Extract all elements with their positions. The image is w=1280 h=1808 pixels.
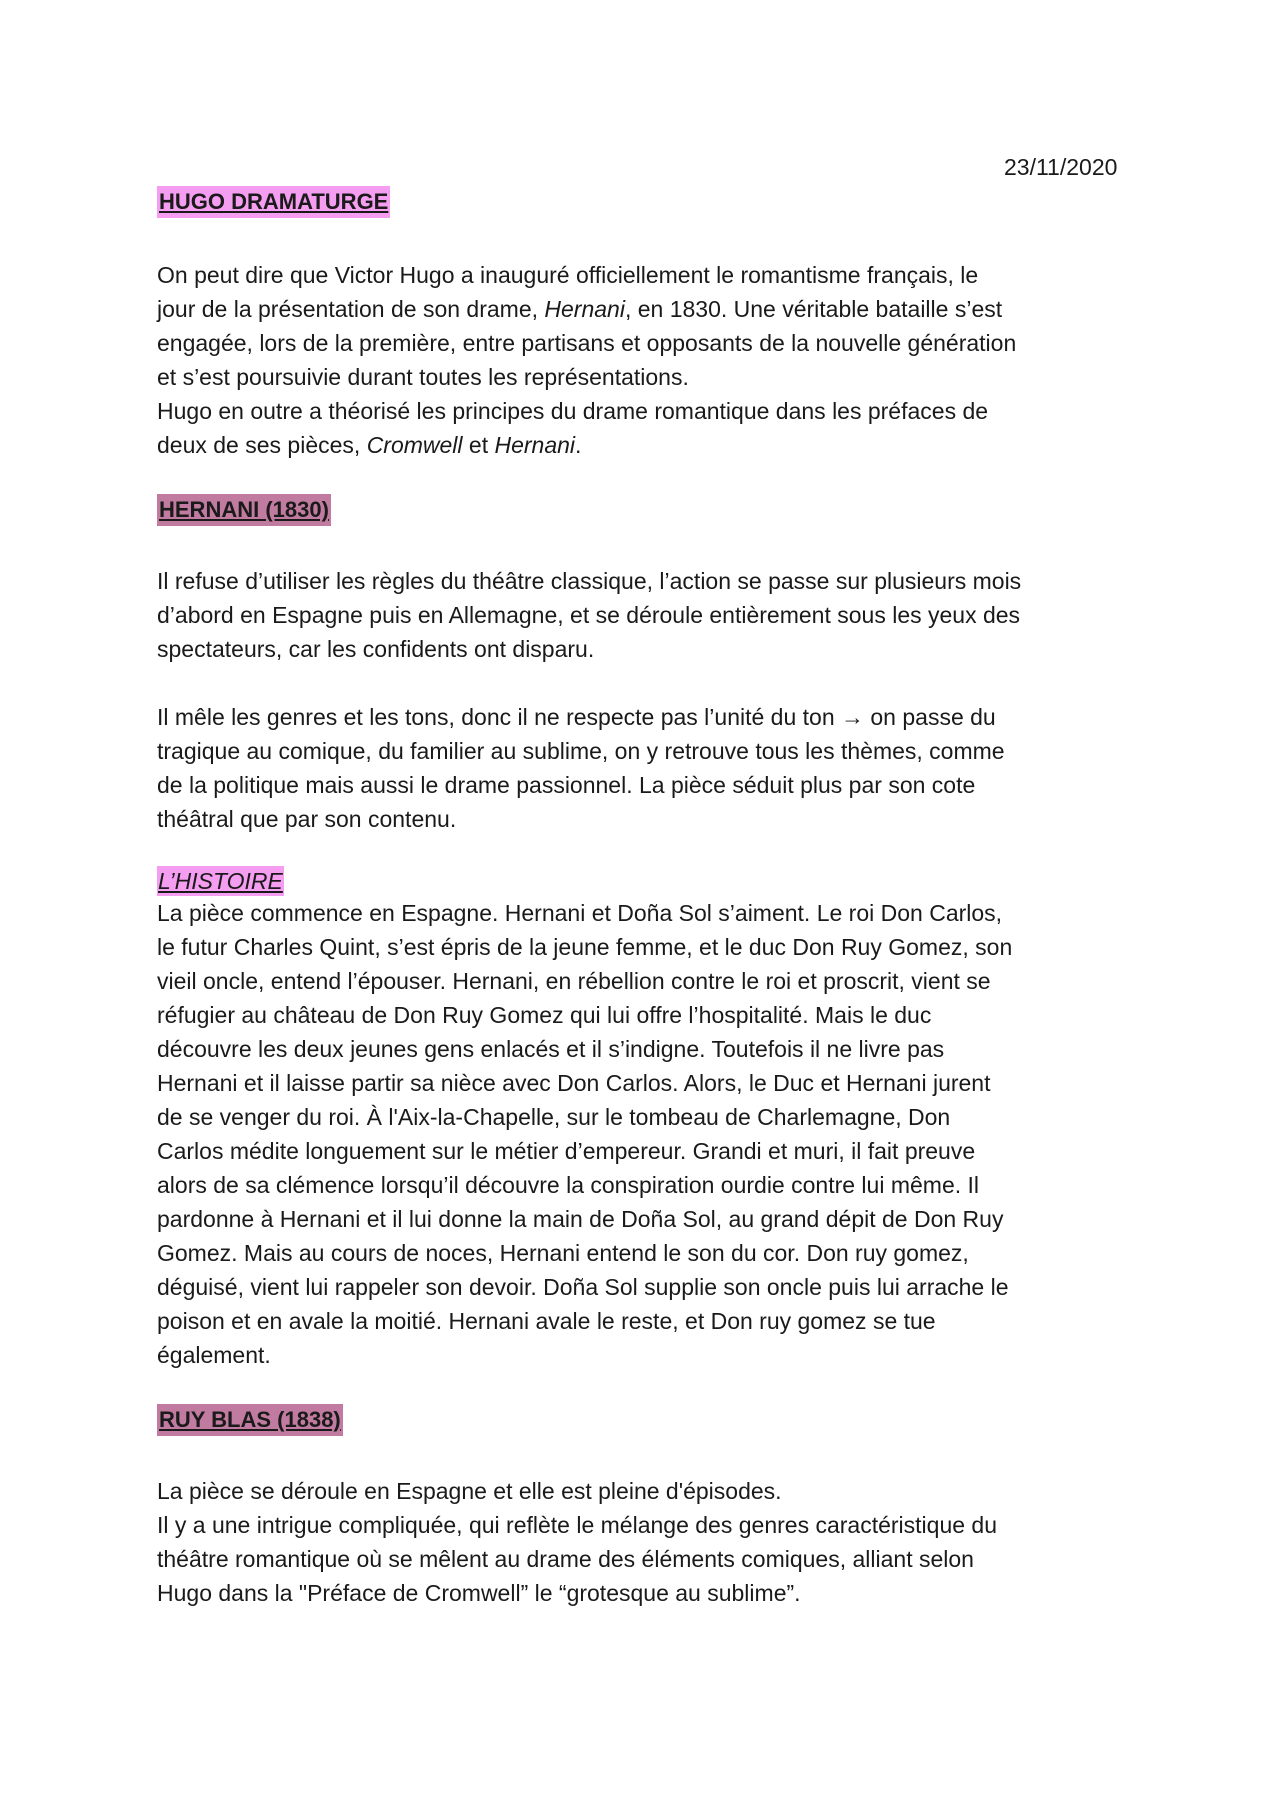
text-line: Hugo dans la "Préface de Cromwell” le “grotesque au sublime”. [157, 1580, 801, 1606]
text-line: d’abord en Espagne puis en Allemagne, et se déroule entièrement sous les yeux des [157, 602, 1021, 628]
text-run: et [462, 432, 495, 458]
paragraph-histoire [157, 896, 1137, 1372]
text-line: engagée, lors de la première, entre partisans et opposants de la nouvelle génération [157, 330, 1017, 356]
text-line: spectateurs, car les confidents ont disparu. [157, 636, 595, 662]
text-line: théâtre romantique où se mêlent au drame des éléments comiques, alliant selon [157, 1546, 974, 1572]
text-line: Il y a une intrigue compliquée, qui reflète le mélange des genres caractéristique du [157, 1512, 997, 1538]
text-line: le futur Charles Quint, s’est épris de la jeune femme, et le duc Don Ruy Gomez, son [157, 934, 1013, 960]
heading-hugo-dramaturge: HUGO DRAMATURGE [157, 186, 390, 218]
text-line: Hernani et il laisse partir sa nièce avec Don Carlos. Alors, le Duc et Hernani jurent [157, 1070, 991, 1096]
text-line: Carlos médite longuement sur le métier d’empereur. Grandi et muri, il fait preuve [157, 1138, 976, 1164]
text-line: découvre les deux jeunes gens enlacés et il s’indigne. Toutefois il ne livre pas [157, 1036, 945, 1062]
text-line: La pièce se déroule en Espagne et elle est pleine d'épisodes. [157, 1478, 782, 1504]
text-run: . [575, 432, 582, 458]
text-line: de la politique mais aussi le drame passionnel. La pièce séduit plus par son cote [157, 772, 976, 798]
text-line: de se venger du roi. À l'Aix-la-Chapelle, sur le tombeau de Charlemagne, Don [157, 1104, 951, 1130]
date: 23/11/2020 [1004, 154, 1118, 180]
text-line: et s’est poursuivie durant toutes les représentations. [157, 364, 689, 390]
text-line: poison et en avale la moitié. Hernani avale le reste, et Don ruy gomez se tue [157, 1308, 936, 1334]
text-line [157, 428, 1137, 462]
document-page [157, 150, 1137, 1610]
text-line: Il mêle les genres et les tons, donc il ne respecte pas l’unité du ton → on passe du [157, 704, 996, 730]
text-line: On peut dire que Victor Hugo a inauguré officiellement le romantisme français, le [157, 262, 979, 288]
text-line: également. [157, 1342, 271, 1368]
text-line: Hugo en outre a théorisé les principes du drame romantique dans les préfaces de [157, 398, 989, 424]
text-run: deux de ses pièces, [157, 432, 367, 458]
text-line: La pièce commence en Espagne. Hernani et Doña Sol s’aiment. Le roi Don Carlos, [157, 900, 1003, 926]
title-hernani: Hernani [544, 296, 625, 322]
heading-hernani: HERNANI (1830) [157, 494, 331, 526]
text-line: Il refuse d’utiliser les règles du théâtre classique, l’action se passe sur plusieurs mois [157, 568, 1022, 594]
text-line: théâtral que par son contenu. [157, 806, 457, 832]
text-line: déguisé, vient lui rappeler son devoir. Doña Sol supplie son oncle puis lui arrache le [157, 1274, 1009, 1300]
text-line: Gomez. Mais au cours de noces, Hernani entend le son du cor. Don ruy gomez, [157, 1240, 969, 1266]
heading-ruy-blas: RUY BLAS (1838) [157, 1404, 343, 1436]
paragraph-hernani-rules [157, 564, 1137, 666]
text-run: jour de la présentation de son drame, [157, 296, 545, 322]
title-hernani: Hernani [494, 432, 576, 458]
text-run: , en 1830. Une véritable bataille s’est [624, 296, 1003, 322]
title-cromwell: Cromwell [366, 432, 463, 458]
paragraph-intro [157, 258, 1137, 462]
text-line: pardonne à Hernani et il lui donne la main de Doña Sol, au grand dépit de Don Ruy [157, 1206, 1004, 1232]
text-line [157, 292, 1137, 326]
text-line: alors de sa clémence lorsqu’il découvre la conspiration ourdie contre lui même. Il [157, 1172, 980, 1198]
subheading-histoire: L’HISTOIRE [158, 868, 283, 894]
paragraph-hernani-genres [157, 700, 1137, 836]
text-line: tragique au comique, du familier au sublime, on y retrouve tous les thèmes, comme [157, 738, 1005, 764]
text-line: vieil oncle, entend l’épouser. Hernani, en rébellion contre le roi et proscrit, vient se [157, 968, 991, 994]
text-line: réfugier au château de Don Ruy Gomez qui lui offre l’hospitalité. Mais le duc [157, 1002, 932, 1028]
paragraph-ruy-blas [157, 1474, 1137, 1610]
